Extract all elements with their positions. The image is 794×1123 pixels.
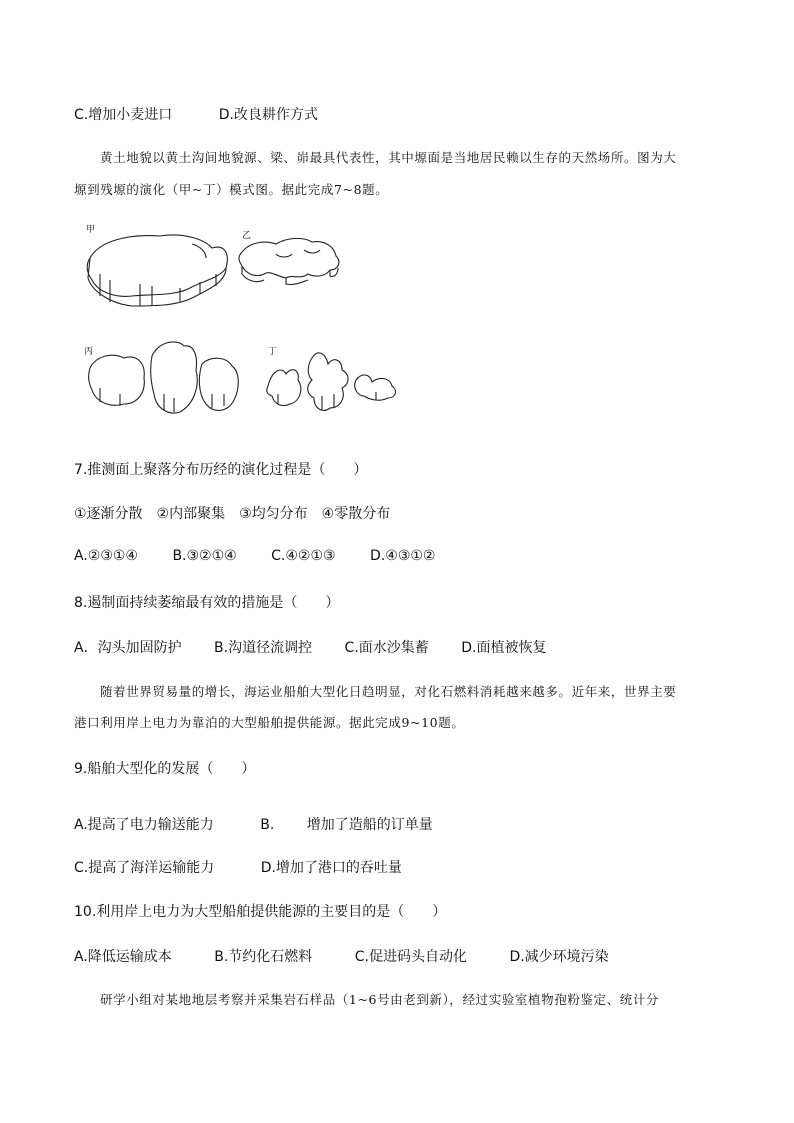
q9-option-c: C.提高了海洋运输能力 bbox=[74, 860, 215, 876]
q9-stem: 9.船舶大型化的发展（ ） bbox=[74, 761, 256, 777]
q9-option-b-letter: B. bbox=[260, 817, 275, 833]
q8-option-d: D.面植被恢复 bbox=[461, 640, 547, 656]
q7-option-c: C.④②①③ bbox=[271, 548, 336, 564]
q10-stem: 10.利用岸上电力为大型船舶提供能源的主要目的是（ ） bbox=[74, 904, 447, 920]
q8-option-c: C.面水沙集蓄 bbox=[344, 640, 429, 656]
figure-label-jia: 甲 bbox=[86, 225, 96, 235]
q8-option-a: A．沟头加固防护 bbox=[74, 640, 182, 656]
figure-label-bing: 丙 bbox=[84, 347, 94, 357]
evolution-sketches bbox=[80, 218, 440, 433]
q8-options-row bbox=[74, 637, 546, 657]
q7-option-b: B.③②①④ bbox=[172, 548, 237, 564]
q9-option-d: D.增加了港口的吞吐量 bbox=[260, 860, 402, 876]
q7-stem: 7.推测面上聚落分布历经的演化过程是（ ） bbox=[74, 462, 368, 478]
q9-option-b: 增加了造船的订单量 bbox=[306, 817, 433, 833]
passage1-line1: 黄土地貌以黄土沟间地貌源、梁、峁最具代表性，其中塬面是当地居民赖以生存的天然场所。图为大 bbox=[100, 150, 677, 165]
q9-options-row2 bbox=[74, 857, 402, 877]
q7-options-row bbox=[74, 548, 435, 564]
q6-option-d: D.改良耕作方式 bbox=[218, 107, 318, 123]
q10-options-row bbox=[74, 946, 609, 966]
q8-stem: 8.遏制面持续萎缩最有效的措施是（ ） bbox=[74, 595, 340, 611]
q10-option-d: D.减少环境污染 bbox=[509, 949, 609, 965]
q10-option-a: A.降低运输成本 bbox=[74, 949, 172, 965]
q7-option-d: D.④③①② bbox=[370, 548, 436, 564]
q9-option-a: A.提高了电力输送能力 bbox=[74, 817, 214, 833]
q7-items: ①逐渐分散 ②内部聚集 ③均匀分布 ④零散分布 bbox=[74, 506, 391, 522]
q7-option-a: A.②③①④ bbox=[74, 548, 138, 564]
q10-option-c: C.促进码头自动化 bbox=[354, 949, 467, 965]
passage2-line1: 随着世界贸易量的增长，海运业船舶大型化日趋明显，对化石燃料消耗越来越多。近年来，世界主要 bbox=[100, 684, 677, 699]
evolution-figure bbox=[80, 218, 440, 433]
figure-label-ding: 丁 bbox=[268, 347, 278, 357]
plateau-sketch-yi bbox=[239, 238, 339, 284]
q6-option-c: C.增加小麦进口 bbox=[74, 107, 173, 123]
figure-label-yi: 乙 bbox=[242, 231, 252, 241]
plateau-sketch-jia bbox=[87, 235, 227, 306]
passage2-line2: 港口利用岸上电力为靠泊的大型船舶提供能源。据此完成9~10题。 bbox=[74, 715, 465, 730]
passage3-line1: 研学小组对某地地层考察并采集岩石样品（1~6号由老到新），经过实验室植物孢粉鉴定、统计分 bbox=[100, 992, 660, 1007]
plateau-sketch-bing bbox=[89, 342, 239, 413]
plateau-sketch-ding bbox=[267, 353, 396, 411]
q8-option-b: B.沟道径流调控 bbox=[214, 640, 313, 656]
q10-option-b: B.节约化石燃料 bbox=[214, 949, 313, 965]
q9-options-row1 bbox=[74, 814, 433, 834]
passage1-line2: 塬到残塬的演化（甲~丁）模式图。据此完成7~8题。 bbox=[74, 182, 389, 197]
q6-options-row bbox=[74, 104, 318, 124]
